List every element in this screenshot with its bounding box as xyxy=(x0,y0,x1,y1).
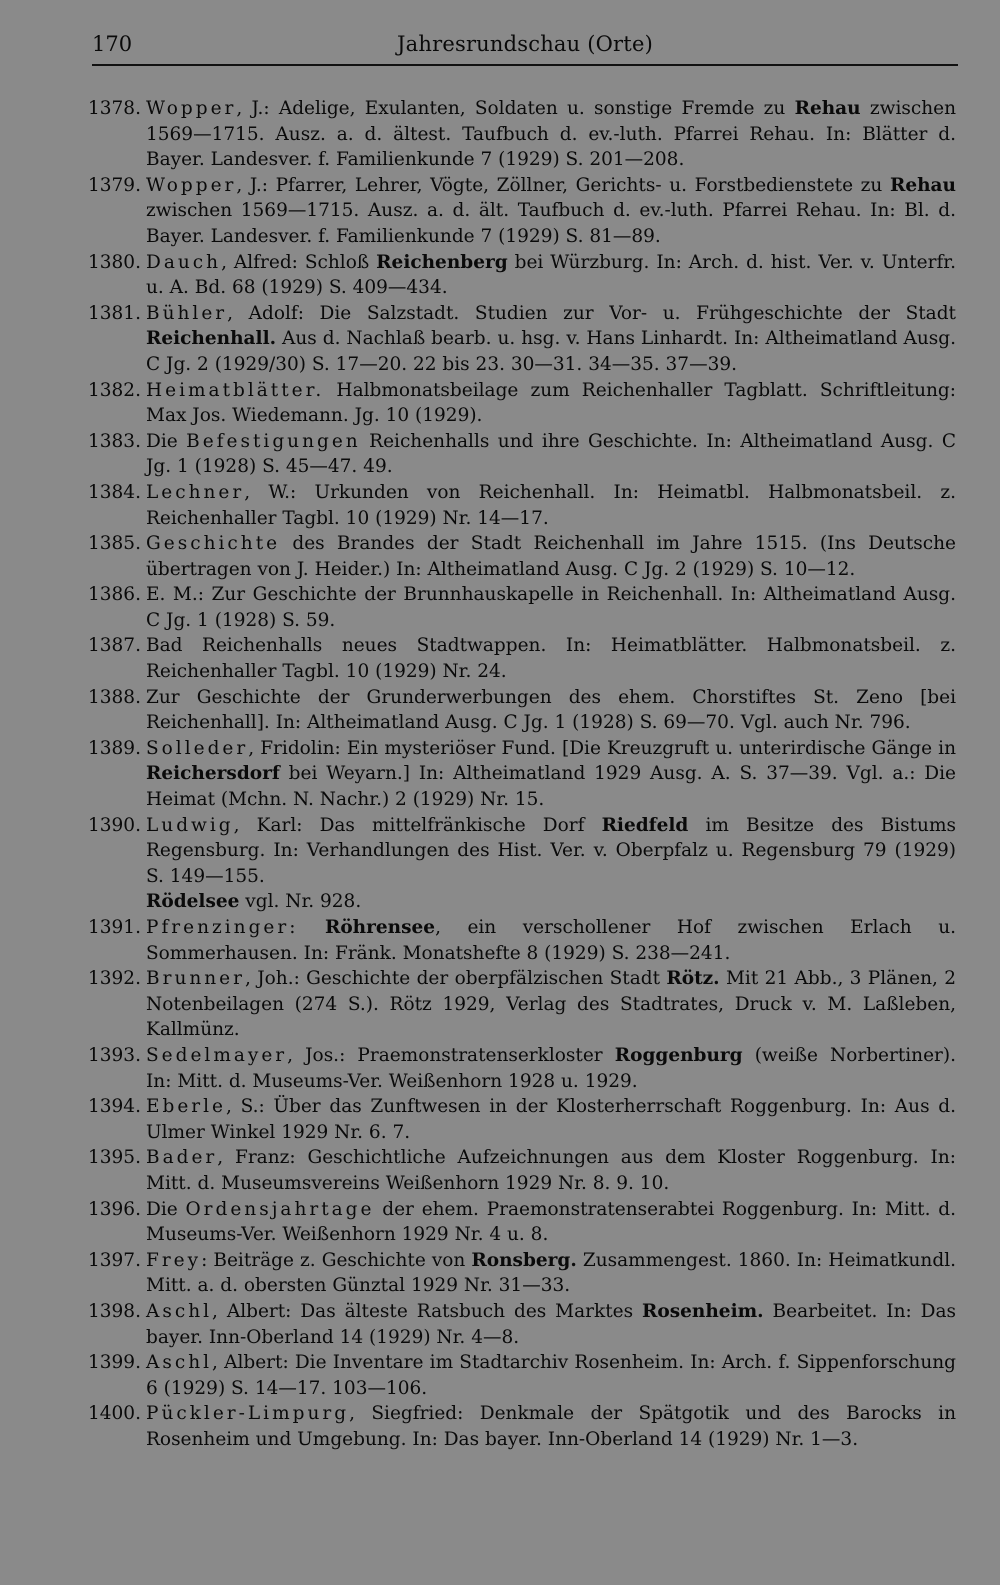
place-name: Roggenburg xyxy=(614,1044,743,1066)
entry-segment: Bad Reichenhalls neues Stadtwappen. In: Heimatblätter. Halbmonatsbeil. z. Reichenhaller Tagbl. 10 (1929) Nr. 24. xyxy=(146,635,956,683)
bibliography-entry xyxy=(88,531,956,582)
entry-segment: (weiße Norbertiner). In: Mitt. d. Museums-Ver. Weißenhorn 1928 u. 1929. xyxy=(146,1044,956,1092)
entry-segment: , Joh.: Geschichte der oberpfälzischen Stadt xyxy=(244,968,667,990)
author-name: Pückler-Limpurg xyxy=(146,1403,350,1425)
entry-text xyxy=(146,1094,956,1145)
entry-number: 1387. xyxy=(88,635,141,657)
entry-segment: , Albert: Das älteste Ratsbuch des Marktes xyxy=(212,1300,642,1322)
entry-number: 1390. xyxy=(88,814,141,836)
entry-number: 1382. xyxy=(88,379,141,401)
entry-segment: Aus d. Nachlaß bearb. u. hsg. v. Hans Linhardt. In: Altheimatland Ausg. C Jg. 2 (1929/30) S. 17—20. 22 bis 23. 30—31. 34—35. 37—39. xyxy=(146,328,956,375)
bibliography-entry xyxy=(88,1401,956,1452)
entry-segment: : Beiträge z. Geschichte von xyxy=(201,1249,472,1271)
bibliography-entry xyxy=(88,250,956,301)
entry-text xyxy=(146,685,956,736)
entry-segment: , S.: Über das Zunftwesen in der Klosterherrschaft Roggenburg. In: Aus d. Ulmer Winkel 1929 Nr. 6. 7. xyxy=(146,1096,956,1143)
entry-segment: Die xyxy=(146,1198,186,1220)
entry-segment: , Alfred: Schloß xyxy=(221,251,377,273)
entry-number: 1389. xyxy=(88,737,141,759)
author-name: Pfrenzinger: xyxy=(146,917,299,938)
entry-text xyxy=(146,633,956,684)
author-name: Aschl xyxy=(146,1352,213,1374)
entry-segment: vgl. Nr. 928. xyxy=(239,891,362,913)
bibliography-entry xyxy=(88,813,956,890)
place-name: Rödelsee xyxy=(146,891,240,913)
bibliography-entry xyxy=(88,1145,956,1196)
author-name: Frey xyxy=(146,1249,202,1271)
entry-text xyxy=(146,582,956,633)
entry-segment: , Adolf: Die Salzstadt. Studien zur Vor- u. Frühgeschichte der Stadt xyxy=(227,302,956,324)
place-name: Rehau xyxy=(889,174,956,196)
entry-number: 1397. xyxy=(88,1249,141,1271)
entry-number: 1380. xyxy=(88,251,141,273)
entry-segment: , J.: Adelige, Exulanten, Soldaten u. sonstige Fremde zu xyxy=(236,98,795,119)
bibliography-entry xyxy=(88,1043,956,1094)
author-name: Wopper xyxy=(146,174,237,196)
entry-segment: im Besitze des Bistums Regensburg. In: Verhandlungen des Hist. Ver. v. Oberpfalz u. Regensburg 79 (1929) S. 149—155. xyxy=(146,814,956,887)
bibliography-entry xyxy=(88,915,956,966)
entry-segment: , J.: Pfarrer, Lehrer, Vögte, Zöllner, Gerichts- u. Forstbedienstete zu xyxy=(236,174,890,196)
entry-segment: , Franz: Geschichtliche Aufzeichnungen aus dem Kloster Roggenburg. In: Mitt. d. Museumsvereins Weißenhorn 1929 Nr. 8. 9. 10. xyxy=(146,1147,956,1194)
entry-text xyxy=(146,1043,956,1094)
entry-text xyxy=(146,173,956,250)
author-name: Ordensjahrtage xyxy=(185,1198,375,1220)
place-name: Rosenheim. xyxy=(642,1300,764,1322)
entry-segment: Bearbeitet. In: Das bayer. Inn-Oberland 14 (1929) Nr. 4—8. xyxy=(146,1300,956,1348)
entry-number: 1388. xyxy=(88,686,141,708)
entry-segment: des Brandes der Stadt Reichenhall im Jahre 1515. (Ins Deutsche übertragen von J. Heider.) In: Altheimatland Ausg. C Jg. 2 (1929) S. 10—12. xyxy=(146,533,956,580)
entry-number: 1395. xyxy=(88,1147,141,1169)
place-name: Rötz. xyxy=(666,968,720,990)
bibliography-entry xyxy=(88,173,956,250)
author-name: Brunner xyxy=(146,968,245,990)
bibliography-entry xyxy=(88,633,956,684)
entry-number: 1384. xyxy=(88,481,141,503)
entry-text xyxy=(146,915,956,966)
author-name: Lechner xyxy=(146,481,245,503)
bibliography-list xyxy=(88,96,956,1452)
author-name: Heimatblätter. xyxy=(146,379,325,401)
entry-text xyxy=(146,429,956,480)
author-name: Eberle xyxy=(146,1096,227,1118)
author-name: Sedelmayer xyxy=(146,1044,288,1066)
entry-segment: Zusammengest. 1860. In: Heimatkundl. Mitt. a. d. obersten Günztal 1929 Nr. 31—33. xyxy=(146,1249,956,1297)
entry-text xyxy=(146,378,956,429)
entry-segment: zwischen 1569—1715. Ausz. a. d. ältest. Taufbuch d. ev.-luth. Pfarrei Rehau. In: Blätter d. Bayer. Landesver. f. Familienkunde 7 (1929) S. 201—208. xyxy=(146,98,956,171)
author-name: Wopper xyxy=(146,98,237,119)
bibliography-entry xyxy=(88,480,956,531)
entry-text xyxy=(146,1299,956,1350)
entry-segment: , ein verschollener Hof zwischen Erlach u. Sommerhausen. In: Fränk. Monatshefte 8 (1929) S. 238—241. xyxy=(146,917,956,964)
entry-segment: bei Würzburg. In: Arch. d. hist. Ver. v. Unterfr. u. A. Bd. 68 (1929) S. 409—434. xyxy=(146,251,956,299)
entry-number: 1383. xyxy=(88,430,141,452)
entry-number: 1398. xyxy=(88,1300,141,1322)
entry-segment: Die xyxy=(146,430,187,452)
bibliography-entry xyxy=(88,889,956,915)
bibliography-entry xyxy=(88,582,956,633)
page-number: 170 xyxy=(92,32,133,56)
bibliography-entry xyxy=(88,96,956,173)
entry-segment: , W.: Urkunden von Reichenhall. In: Heimatbl. Halbmonatsbeil. z. Reichenhaller Tagbl. 10 (1929) Nr. 14—17. xyxy=(146,481,956,529)
bibliography-entry xyxy=(88,966,956,1043)
entry-segment: , Karl: Das mittelfränkische Dorf xyxy=(233,814,602,836)
place-name: Ronsberg. xyxy=(471,1249,577,1271)
entry-text xyxy=(146,1248,956,1299)
running-title: Jahresrundschau (Orte) xyxy=(397,32,653,56)
place-name: Rehau xyxy=(794,98,861,119)
entry-segment: Reichenhalls und ihre Geschichte. In: Altheimatland Ausg. C Jg. 1 (1928) S. 45—47. 49. xyxy=(146,430,956,478)
place-name: Röhrensee xyxy=(324,917,436,938)
author-name: Bühler xyxy=(146,302,228,324)
bibliography-entry xyxy=(88,1197,956,1248)
entry-text xyxy=(146,480,956,531)
place-name: Reichersdorf xyxy=(146,763,280,785)
entry-segment: Zur Geschichte der Grunderwerbungen des ehem. Chorstiftes St. Zeno [bei Reichenhall]. In: Altheimatland Ausg. C Jg. 1 (1928) S. 69—70. Vgl. auch Nr. 796. xyxy=(146,686,956,734)
entry-number: 1391. xyxy=(88,917,141,938)
bibliography-entry xyxy=(88,378,956,429)
entry-segment: , Albert: Die Inventare im Stadtarchiv Rosenheim. In: Arch. f. Sippenforschung 6 (1929) S. 14—17. 103—106. xyxy=(146,1352,956,1399)
entry-number: 1386. xyxy=(88,584,141,606)
author-name: Bader xyxy=(146,1147,218,1169)
entry-segment: zwischen 1569—1715. Ausz. a. d. ält. Taufbuch d. ev.-luth. Pfarrei Rehau. In: Bl. d. Bayer. Landesver. f. Familienkunde 7 (1929) S. 81—89. xyxy=(146,200,956,247)
place-name: Reichenberg xyxy=(376,251,508,273)
entry-text xyxy=(146,736,956,813)
entry-number: 1392. xyxy=(88,968,141,990)
bibliography-entry xyxy=(88,1299,956,1350)
entry-number: 1378. xyxy=(88,98,141,119)
bibliography-entry xyxy=(88,736,956,813)
bibliography-entry xyxy=(88,301,956,378)
author-name: Befestigungen xyxy=(186,430,361,452)
entry-text xyxy=(146,813,956,890)
entry-segment: E. M.: Zur Geschichte der Brunnhauskapelle in Reichenhall. In: Altheimatland Ausg. C Jg. 1 (1928) S. 59. xyxy=(146,584,956,631)
author-name: Aschl xyxy=(146,1300,213,1322)
entry-text xyxy=(146,966,956,1043)
bibliography-entry xyxy=(88,685,956,736)
bibliography-entry xyxy=(88,429,956,480)
entry-text xyxy=(146,96,956,173)
bibliography-entry xyxy=(88,1094,956,1145)
entry-text xyxy=(146,1197,956,1248)
author-name: Geschichte xyxy=(146,533,281,555)
entry-segment: bei Weyarn.] In: Altheimatland 1929 Ausg. A. S. 37—39. Vgl. a.: Die Heimat (Mchn. N. Nachr.) 2 (1929) Nr. 15. xyxy=(146,763,956,811)
entry-text xyxy=(146,889,956,915)
entry-number: 1396. xyxy=(88,1198,141,1220)
page-header xyxy=(92,28,958,66)
entry-number: 1379. xyxy=(88,174,141,196)
bibliography-entry xyxy=(88,1350,956,1401)
entry-number: 1394. xyxy=(88,1096,141,1118)
entry-text xyxy=(146,1145,956,1196)
place-name: Reichenhall. xyxy=(146,328,277,350)
author-name: Ludwig xyxy=(146,814,234,836)
place-name: Riedfeld xyxy=(601,814,689,836)
entry-number: 1385. xyxy=(88,533,141,555)
entry-text xyxy=(146,531,956,582)
entry-text xyxy=(146,301,956,378)
author-name: Dauch xyxy=(146,251,222,273)
entry-segment: Mit 21 Abb., 3 Plänen, 2 Notenbeilagen (274 S.). Rötz 1929, Verlag des Stadtrates, Druck v. M. Laßleben, Kallmünz. xyxy=(146,968,956,1041)
entry-segment: , Jos.: Praemonstratenserkloster xyxy=(287,1044,615,1066)
entry-segment: Halbmonatsbeilage zum Reichenhaller Tagblatt. Schriftleitung: Max Jos. Wiedemann. Jg. 10 (1929). xyxy=(146,379,956,427)
bibliography-entry xyxy=(88,1248,956,1299)
entry-segment: , Siegfried: Denkmale der Spätgotik und des Barocks in Rosenheim und Umgebung. In: Das bayer. Inn-Oberland 14 (1929) Nr. 1—3. xyxy=(146,1403,956,1450)
entry-text xyxy=(146,1401,956,1452)
entry-segment: , Fridolin: Ein mysteriöser Fund. [Die Kreuzgruft u. unterirdische Gänge in xyxy=(248,737,956,759)
author-name: Solleder xyxy=(146,737,249,759)
entry-segment: der ehem. Praemonstratenserabtei Roggenburg. In: Mitt. d. Museums-Ver. Weißenhorn 1929 Nr. 4 u. 8. xyxy=(146,1198,956,1246)
entry-number: 1400. xyxy=(88,1403,141,1425)
entry-number: 1399. xyxy=(88,1352,141,1374)
entry-text xyxy=(146,1350,956,1401)
entry-text xyxy=(146,250,956,301)
entry-number: 1393. xyxy=(88,1044,141,1066)
entry-number: 1381. xyxy=(88,302,141,324)
entry-segment xyxy=(298,917,325,938)
